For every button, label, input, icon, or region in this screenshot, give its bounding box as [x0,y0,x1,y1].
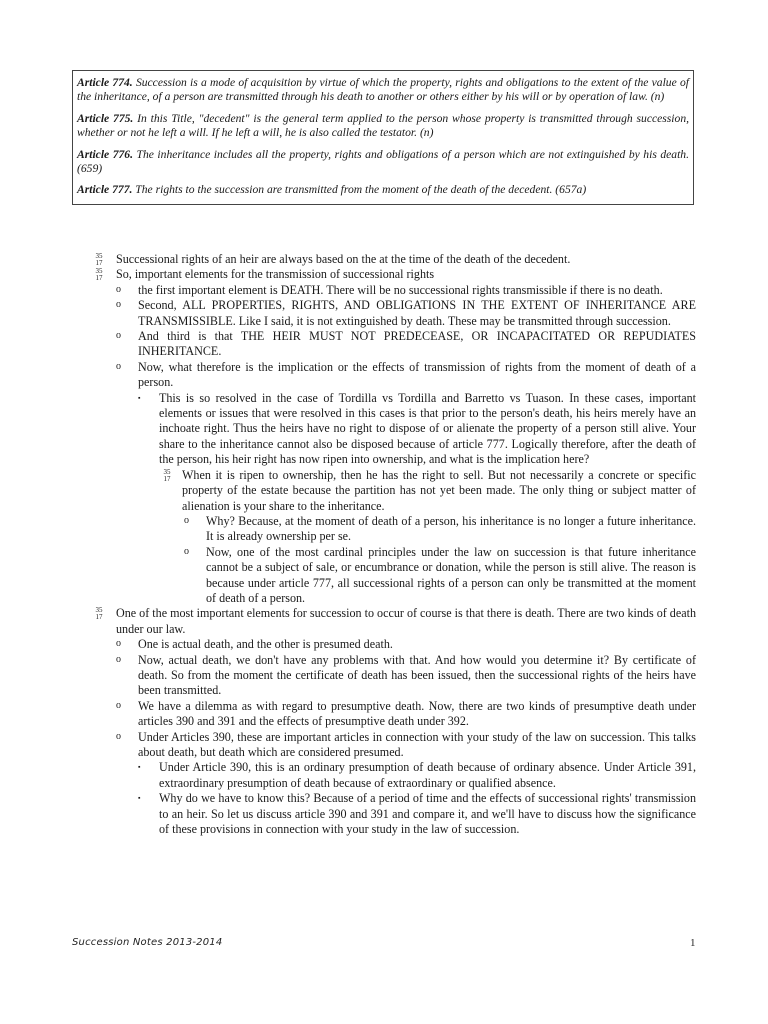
article-776 [77,148,689,177]
list-item [92,391,696,468]
symbol-bullet-icon: 35 17 [95,252,103,267]
list-item-text: One of the most important elements for succession to occur of course is that there is death. There are two kinds of death under our law. [116,606,696,636]
list-item [92,699,696,730]
list-item [92,514,696,545]
article-775 [77,112,689,141]
notes-body [92,252,696,837]
list-item-text: So, important elements for the transmission of successional rights [116,267,435,282]
list-item-text: Now, actual death, we don't have any problems with that. And how would you determine it? By certificate of death. So from the moment the certificate of death has been issued, then the successional rights of the heirs have been transmitted. [138,652,696,698]
article-text: The rights to the succession are transmitted from the moment of the death of the decedent. (657a) [135,183,587,197]
articles-box [72,70,694,205]
list-item [92,637,696,652]
article-774 [77,76,689,105]
circle-bullet-icon: o [116,638,121,650]
list-item-text: This is so resolved in the case of Tordilla vs Tordilla and Barretto vs Tuason. In these cases, important elements or issues that were resolved in this cases is that prior to the person's death, his heirs merely have an inchoate right. Thus the heirs have no right to dispose of or alienate the property of a person still alive. Your share to the inheritance cannot also be disposed because of article 777. Logically therefore, after the death of the person, his heir right has now ripen into ownership, and what is the implication here? [159,390,696,467]
list-item [92,606,696,637]
circle-bullet-icon: o [116,699,121,711]
list-item-text: One is actual death, and the other is presumed death. [138,637,393,652]
list-item [92,360,696,391]
circle-bullet-icon: o [116,730,121,742]
article-title: Article 775. [77,111,134,125]
list-item-text: Second, ALL PROPERTIES, RIGHTS, AND OBLIGATIONS IN THE EXTENT OF INHERITANCE ARE TRANSMISSIBLE. Like I said, it is not extinguished by death. These may be transmitted through succession. [138,298,696,328]
symbol-bullet-icon: 35 17 [95,267,103,283]
list-item [92,653,696,699]
article-title: Article 774. [77,76,133,89]
list-item-text: Under Articles 390, these are important articles in connection with your study of the law on succession. This talks about death, but death which are considered presumed. [138,729,696,759]
circle-bullet-icon: o [116,330,121,342]
list-item [92,468,696,514]
list-item [92,730,696,761]
list-item [92,791,696,837]
square-bullet-icon: ▪ [138,763,141,772]
list-item-text: When it is ripen to ownership, then he has the right to sell. But not necessarily a concrete or specific property of the estate because the partition has not yet been made. The only thing or subject matter of alienation is your share to the inheritance. [182,467,696,513]
symbol-bullet-icon: 35 17 [163,467,171,483]
list-item-text: the first important element is DEATH. There will be no successional rights transmissible if there is no death. [138,282,663,297]
list-item-text: Why do we have to know this? Because of a period of time and the effects of successional rights' transmission to an heir. So let us discuss article 390 and 391 and compare it, and we'll have to discuss how the significance of these provisions in connection with your study in the law of succession. [159,791,696,837]
list-item-text: Successional rights of an heir are always based on the at the time of the death of the decedent. [116,252,571,266]
square-bullet-icon: ▪ [138,393,141,402]
circle-bullet-icon: o [116,653,121,665]
circle-bullet-icon: o [184,514,189,526]
symbol-bullet-icon: 35 17 [95,606,103,622]
list-item [92,283,696,298]
list-item-text: We have a dilemma as with regard to presumptive death. Now, there are two kinds of presumptive death under articles 390 and 391 and the effects of presumptive death under 392. [138,698,696,729]
circle-bullet-icon: o [116,360,121,372]
article-text: In this Title, "decedent" is the general term applied to the person whose property is transmitted through succession, whether or not he left a will. If he left a will, he is also called the testator. (n) [77,111,690,140]
square-bullet-icon: ▪ [138,794,141,803]
article-text: The inheritance includes all the property, rights and obligations of a person which are not extinguished by his death. (659) [77,147,690,176]
circle-bullet-icon: o [184,545,189,557]
circle-bullet-icon: o [116,283,121,295]
circle-bullet-icon: o [116,299,121,311]
article-text: Succession is a mode of acquisition by virtue of which the property, rights and obligations to the extent of the value of the inheritance, of a person are transmitted through his death to another or others either by his will or by operation of law. (n) [77,76,689,104]
list-item-text: Under Article 390, this is an ordinary presumption of death because of ordinary absence. Under Article 391, extraordinary presumption of death because of extraordinary or qualified absence. [159,760,696,790]
list-item [92,760,696,791]
list-item [92,252,696,267]
page-number: 1 [690,937,696,949]
footer-title: Succession Notes 2013-2014 [72,937,223,948]
article-777 [77,183,689,197]
list-item [92,267,696,282]
list-item [92,329,696,360]
article-title: Article 777. [77,183,133,197]
list-item [92,545,696,607]
list-item-text: And third is that THE HEIR MUST NOT PREDECEASE, OR INCAPACITATED OR REPUDIATES INHERITANCE. [138,329,696,359]
list-item-text: Now, one of the most cardinal principles under the law on succession is that future inheritance cannot be a subject of sale, or encumbrance or donation, while the person is still alive. The reason is because under article 777, all successional rights of a person can only be transmitted at the moment of death of a person. [206,544,696,605]
article-title: Article 776. [77,147,134,161]
list-item-text: Why? Because, at the moment of death of a person, his inheritance is no longer a future inheritance. It is already ownership per se. [206,513,696,544]
list-item [92,298,696,329]
list-item-text: Now, what therefore is the implication or the effects of transmission of rights from the moment of death of a person. [138,359,696,390]
